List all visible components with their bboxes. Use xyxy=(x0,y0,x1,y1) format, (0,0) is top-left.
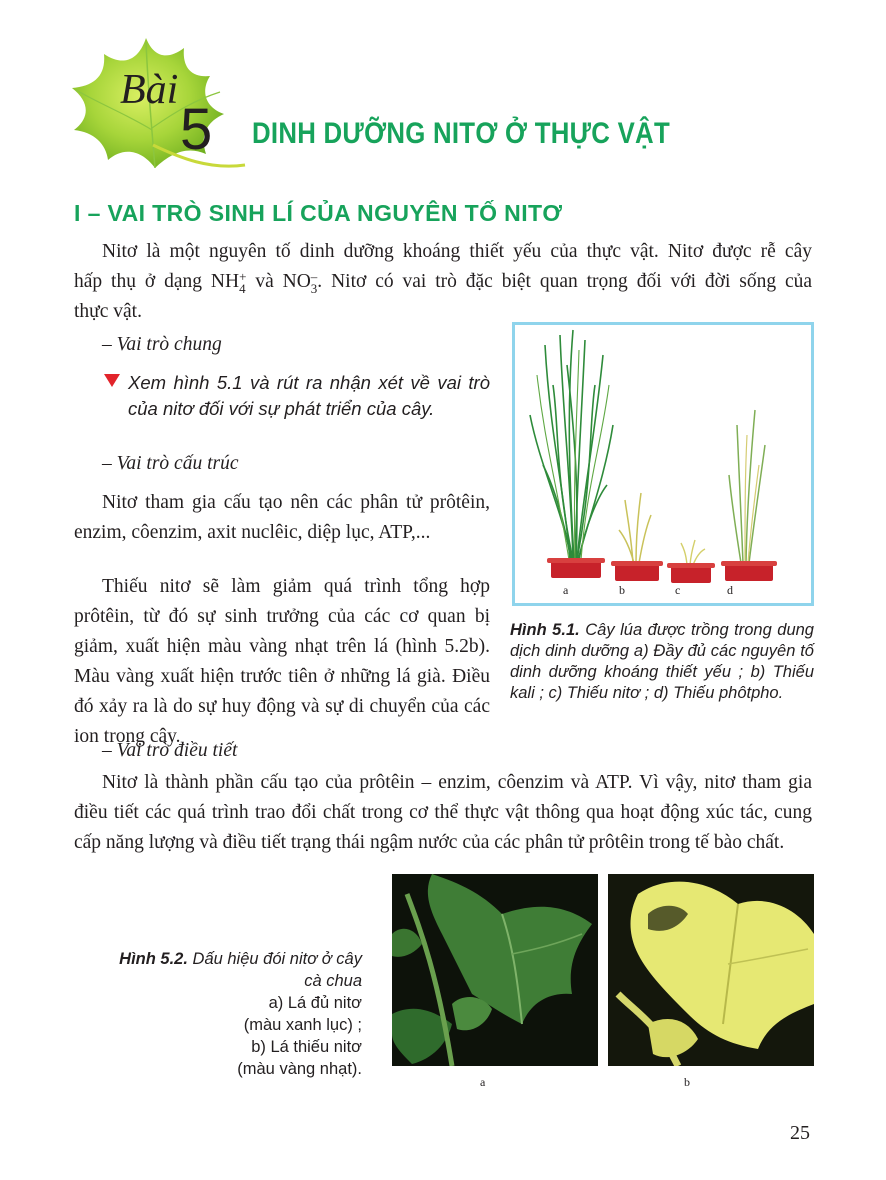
figure-2-caption-b2: (màu vàng nhạt). xyxy=(237,1060,362,1078)
figure-2-caption-line-2: cà chua xyxy=(304,972,362,990)
intro-line-3: thực vật. xyxy=(74,301,142,322)
intro-text: hấp thụ ở dạng xyxy=(74,271,202,292)
figure-1-caption-title: Hình 5.1. xyxy=(510,621,580,639)
figure-2-label-a: a xyxy=(480,1075,486,1089)
no3-formula xyxy=(282,268,318,296)
page-title: DINH DƯỠNG NITƠ Ở THỰC VẬT xyxy=(252,117,670,150)
no3-base: NO xyxy=(282,271,311,292)
pot-b xyxy=(615,561,659,581)
green-tomato-leaf-image xyxy=(392,874,598,1066)
figure-2-caption-text: Dấu hiệu đói nitơ ở cây xyxy=(192,950,362,968)
nh4-formula xyxy=(210,268,247,296)
and-word: và xyxy=(255,271,274,292)
figure-1-caption-text: Cây lúa được trồng trong dung dịch dinh dưỡng a) Đầy đủ các nguyên tố dinh dưỡng khoáng thiết yếu ; b) Thiếu kali ; c) Thiếu nitơ ; d) Thiếu phôtpho. xyxy=(510,621,814,702)
figure-2-label-b: b xyxy=(684,1075,690,1089)
intro-line-1: Nitơ là một nguyên tố dinh dưỡng khoáng thiết yếu của thực vật. Nitơ được rễ cây xyxy=(102,241,812,262)
no3-sub: 3 xyxy=(310,280,318,296)
figure-2-caption-a1: a) Lá đủ nitơ xyxy=(268,994,362,1012)
pot-c xyxy=(671,563,711,583)
regulatory-para: Nitơ là thành phần cấu tạo của prôtêin – enzim, côenzim và ATP. Vì vậy, nitơ tham gia điều tiết các quá trình trao đổi chất trong cơ thể thực vật thông qua hoạt động xúc tác, cung cấp năng lượng và điều tiết trạng thái ngậm nước của các phân tử prôtêin trong tế bào chất. xyxy=(74,772,812,853)
question-text: Xem hình 5.1 và rút ra nhận xét về vai trò của nitơ đối với sự phát triển của cây. xyxy=(128,372,490,419)
intro-text-2: . Nitơ có vai trò đặc biệt quan trọng đối với đời sống của xyxy=(317,271,813,292)
general-role-heading: – Vai trò chung xyxy=(102,334,222,355)
lesson-word: Bài xyxy=(120,67,179,113)
figure-5-1 xyxy=(512,322,814,606)
nh4-sub: 4 xyxy=(239,280,246,296)
figure-1-label-c: c xyxy=(675,583,681,597)
lesson-number: 5 xyxy=(180,97,213,162)
section-heading: I – VAI TRÒ SINH LÍ CỦA NGUYÊN TỐ NITƠ xyxy=(74,200,563,226)
question-triangle-icon xyxy=(104,374,120,387)
pot-a xyxy=(551,558,601,578)
figure-1-label-d: d xyxy=(727,583,733,597)
structural-para-1: Nitơ tham gia cấu tạo nên các phân tử prôtêin, enzim, côenzim, axit nuclêic, diệp lục, ATP,... xyxy=(74,492,490,543)
figure-2-caption-a2: (màu xanh lục) ; xyxy=(243,1016,362,1034)
intro-line-2 xyxy=(74,267,812,297)
yellow-tomato-leaf-image xyxy=(608,874,814,1066)
figure-1-label-a: a xyxy=(563,583,569,597)
structural-para-2: Thiếu nitơ sẽ làm giảm quá trình tổng hợp prôtêin, từ đó sự sinh trưởng của các cơ quan bị giảm, xuất hiện màu vàng nhạt trên lá (hình 5.2b). Màu vàng xuất hiện trước tiên ở những lá già. Điều đó xảy ra là do sự huy động và sự di chuyển của các ion trong cây. xyxy=(74,576,490,747)
figure-2-caption-b1: b) Lá thiếu nitơ xyxy=(251,1038,362,1056)
figure-1-label-b: b xyxy=(619,583,625,597)
nh4-sup: + xyxy=(239,268,247,284)
nh4-base: NH xyxy=(210,271,240,292)
regulatory-role-heading: – Vai trò điều tiết xyxy=(102,740,238,761)
figure-1-caption xyxy=(510,620,814,704)
figure-2-caption-line-1 xyxy=(70,948,362,970)
structural-role-heading: – Vai trò cấu trúc xyxy=(102,453,239,474)
pot-d xyxy=(725,561,773,581)
figure-2-caption xyxy=(70,948,362,1080)
page-number: 25 xyxy=(790,1122,810,1144)
intro-paragraph xyxy=(74,237,812,327)
figure-2-caption-title: Hình 5.2. xyxy=(119,950,188,968)
no3-sup: – xyxy=(310,268,318,284)
